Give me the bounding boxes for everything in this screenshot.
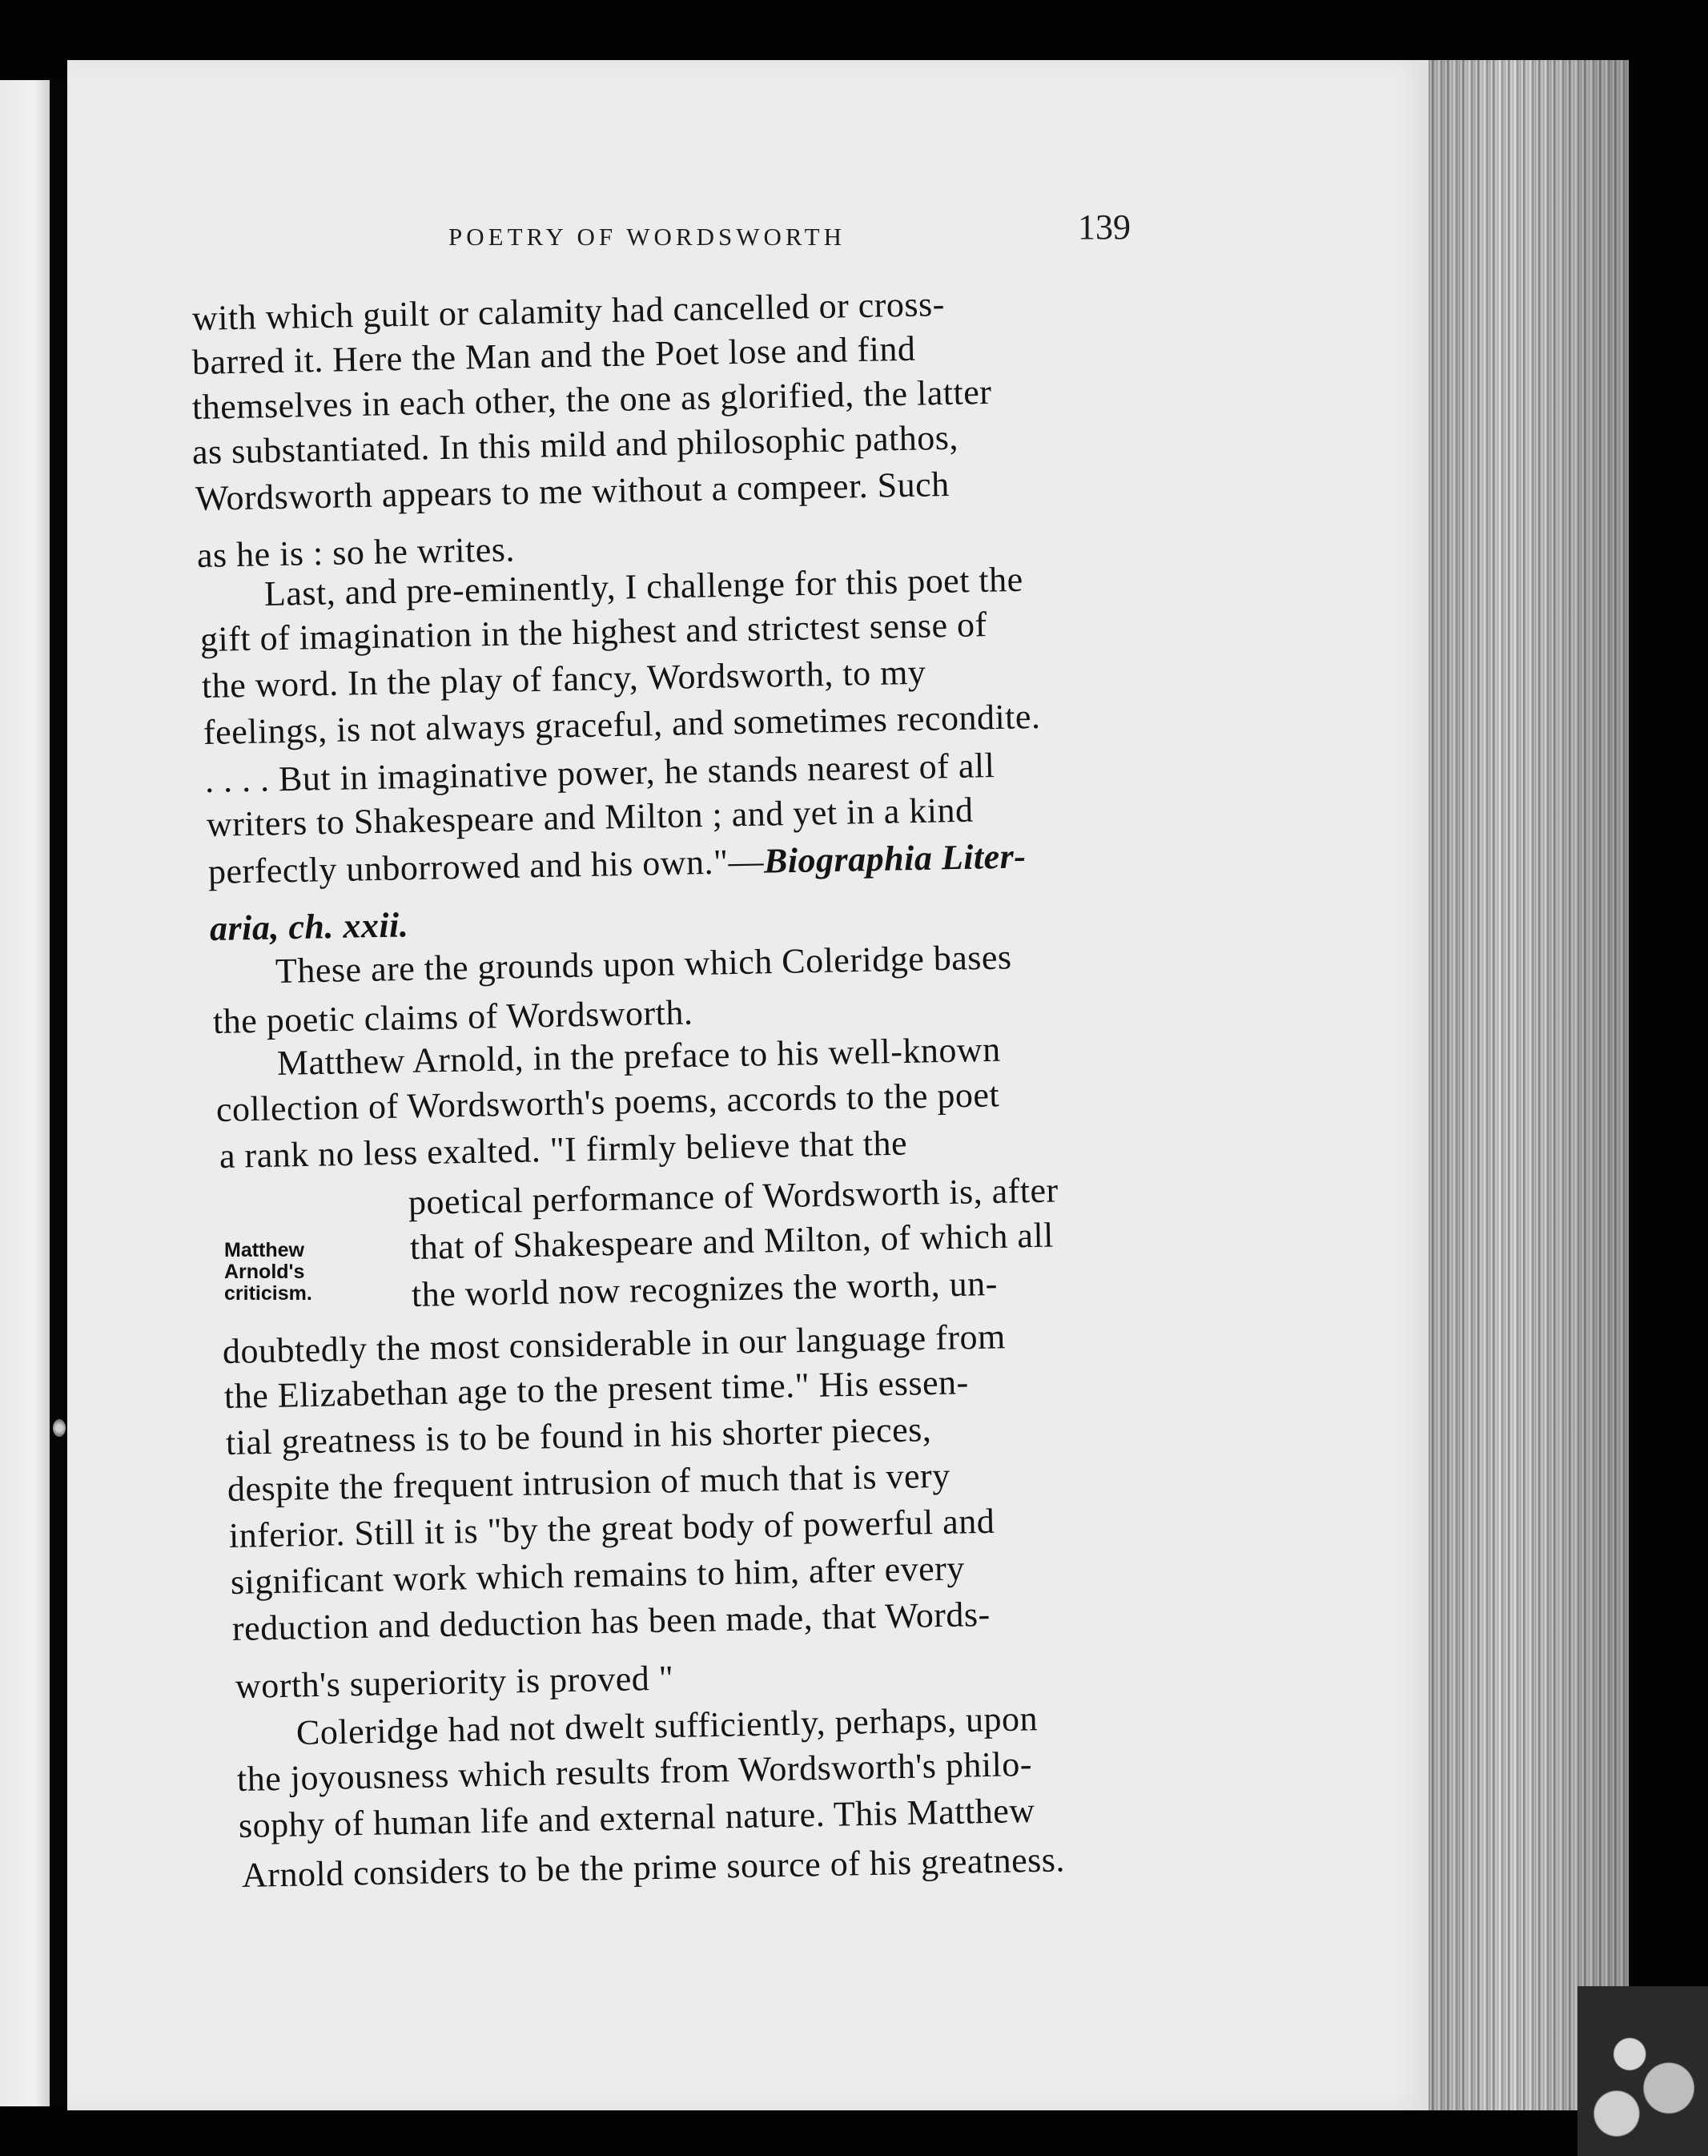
- text-line: the world now recognizes the worth, un-: [411, 1263, 999, 1314]
- text-line: the Elizabethan age to the present time." His essen-: [223, 1362, 970, 1416]
- text-line: Last, and pre-eminently, I challenge for this poet the: [263, 559, 1024, 613]
- text-line: as he is : so he writes.: [196, 529, 516, 575]
- margin-note-line: Matthew: [224, 1239, 304, 1261]
- citation-continued: aria, ch. xxii.: [209, 905, 409, 948]
- text-line: the joyousness which results from Wordsworth's philo-: [236, 1744, 1033, 1799]
- text-line: collection of Wordsworth's poems, accords to the poet: [215, 1075, 1000, 1129]
- text-line: feelings, is not always graceful, and sometimes recondite.: [203, 696, 1041, 752]
- binding-mark: [53, 1419, 66, 1437]
- text-line: significant work which remains to him, after every: [230, 1548, 966, 1602]
- text-line: gift of imagination in the highest and strictest sense of: [199, 605, 988, 659]
- text-line: Arnold considers to be the prime source of his greatness.: [241, 1840, 1066, 1895]
- text-line: with which guilt or calamity had cancelled or cross-: [191, 284, 946, 338]
- book-gutter: [50, 80, 67, 2106]
- text-line: reduction and deduction has been made, that Words-: [231, 1594, 991, 1648]
- fore-edge-shadow: [1429, 60, 1629, 2110]
- page-damage: [1577, 1986, 1708, 2156]
- text-line: a rank no less exalted. "I firmly believe that the: [219, 1123, 908, 1176]
- text-line: the word. In the play of fancy, Wordsworth, to my: [201, 652, 926, 706]
- text-line: . . . . But in imaginative power, he stands nearest of all: [204, 746, 995, 800]
- text-line: writers to Shakespeare and Milton ; and yet in a kind: [206, 790, 974, 844]
- running-head: POETRY OF WORDSWORTH: [448, 223, 846, 251]
- text-line: Coleridge had not dwelt sufficiently, perhaps, upon: [295, 1699, 1039, 1752]
- text-line: despite the frequent intrusion of much that is very: [227, 1455, 951, 1509]
- text-line: barred it. Here the Man and the Poet lose and find: [191, 328, 916, 382]
- text-line: worth's superiority is proved ": [235, 1658, 674, 1706]
- text-line: sophy of human life and external nature. This Matthew: [238, 1790, 1035, 1845]
- text-line: These are the grounds upon which Coleridge bases: [275, 937, 1012, 991]
- text-line: themselves in each other, the one as glorified, the latter: [191, 372, 992, 427]
- text-line: inferior. Still it is "by the great body of powerful and: [228, 1501, 995, 1555]
- left-page-edge: [0, 80, 50, 2106]
- text-line: poetical performance of Wordsworth is, after: [408, 1170, 1059, 1222]
- text-line: tial greatness is to be found in his shorter pieces,: [225, 1410, 932, 1462]
- text-line: Matthew Arnold, in the preface to his well-known: [276, 1029, 1002, 1083]
- page-number: 139: [1078, 207, 1131, 247]
- text-line: doubtedly the most considerable in our language from: [222, 1317, 1007, 1371]
- text-line-body: perfectly unborrowed and his own."—: [207, 841, 765, 891]
- text-line: that of Shakespeare and Milton, of which all: [409, 1215, 1055, 1267]
- text-line: as substantiated. In this mild and philosophic pathos,: [191, 417, 959, 472]
- margin-note: [224, 1240, 312, 1305]
- text-line: [210, 904, 409, 949]
- margin-note-line: criticism.: [224, 1282, 312, 1305]
- text-line: the poetic claims of Wordsworth.: [212, 992, 693, 1041]
- margin-note-line: Arnold's: [224, 1261, 305, 1283]
- text-line: Wordsworth appears to me without a compeer. Such: [195, 464, 950, 518]
- citation: Biographia Liter-: [763, 836, 1027, 881]
